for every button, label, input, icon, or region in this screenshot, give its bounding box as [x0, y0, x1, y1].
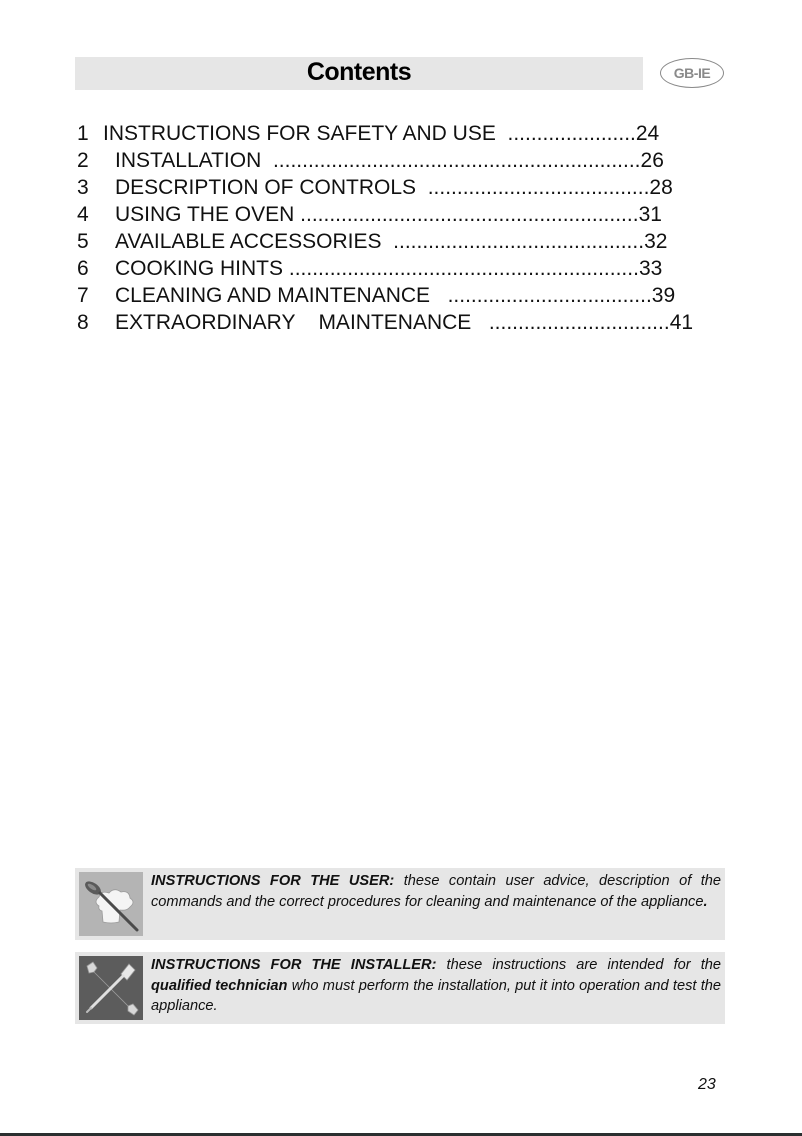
- contents-header-bar: [75, 57, 643, 90]
- toc-number: 8: [77, 311, 89, 334]
- toc-leader: ...............................................................: [272, 149, 641, 172]
- user-note-text: [151, 871, 721, 912]
- toc-page: 24: [635, 122, 660, 145]
- toc-leader: ...............................: [488, 311, 670, 334]
- installer-note-body: these instructions are intended for the: [436, 957, 721, 973]
- toc-leader: ......................: [507, 122, 636, 145]
- toc-title: USING THE OVEN: [115, 203, 295, 226]
- toc-number: 3: [77, 176, 89, 199]
- toc-number: 4: [77, 203, 89, 226]
- toc-title: INSTRUCTIONS FOR SAFETY AND USE: [103, 122, 496, 145]
- toc-title: EXTRAORDINARY MAINTENANCE: [115, 311, 472, 334]
- toc-number: 6: [77, 257, 89, 280]
- toc-page: 28: [649, 176, 673, 199]
- user-instructions-note: [75, 868, 725, 940]
- toc-page: 33: [638, 257, 663, 280]
- toc-title: AVAILABLE ACCESSORIES: [115, 230, 382, 253]
- toc-page: 41: [669, 311, 694, 334]
- installer-note-body-end: who must perform the installation, put it into operation and test the appliance.: [151, 977, 721, 1014]
- toc-number: 5: [77, 230, 89, 253]
- toc-page: 32: [644, 230, 668, 253]
- toc-leader: ...................................: [447, 284, 652, 307]
- toc-title: COOKING HINTS: [115, 257, 284, 280]
- installer-instructions-note: [75, 952, 725, 1024]
- toc-page: 39: [651, 284, 676, 307]
- installer-note-heading: INSTRUCTIONS FOR THE INSTALLER:: [151, 957, 437, 973]
- toc-leader: ...........................................: [393, 230, 645, 253]
- toc-title: INSTALLATION: [115, 149, 262, 172]
- page-number: 23: [698, 1076, 716, 1093]
- toc-number: 1: [77, 122, 89, 145]
- installer-note-text: [151, 955, 721, 1017]
- wrench-screwdriver-icon: [79, 956, 143, 1020]
- toc-page: 31: [638, 203, 662, 226]
- user-note-body: these contain user advice, description of the commands and the correct procedures for cleaning and maintenance of the appliance: [151, 873, 722, 910]
- user-note-end: .: [703, 893, 708, 910]
- toc-number: 7: [77, 284, 89, 307]
- toc-leader: ......................................: [427, 176, 650, 199]
- page-title: Contents: [306, 58, 412, 86]
- installer-note-emphasis: qualified technician: [151, 977, 288, 994]
- language-badge: GB-IE: [660, 58, 724, 88]
- spoon-chef-hat-icon: [79, 872, 143, 936]
- toc-title: DESCRIPTION OF CONTROLS: [115, 176, 417, 199]
- toc-leader: ..........................................................: [300, 203, 639, 226]
- toc-leader: ............................................................: [288, 257, 639, 280]
- toc-number: 2: [77, 149, 89, 172]
- user-note-heading: INSTRUCTIONS FOR THE USER:: [151, 873, 395, 889]
- toc-title: CLEANING AND MAINTENANCE: [115, 284, 431, 307]
- toc-page: 26: [640, 149, 664, 172]
